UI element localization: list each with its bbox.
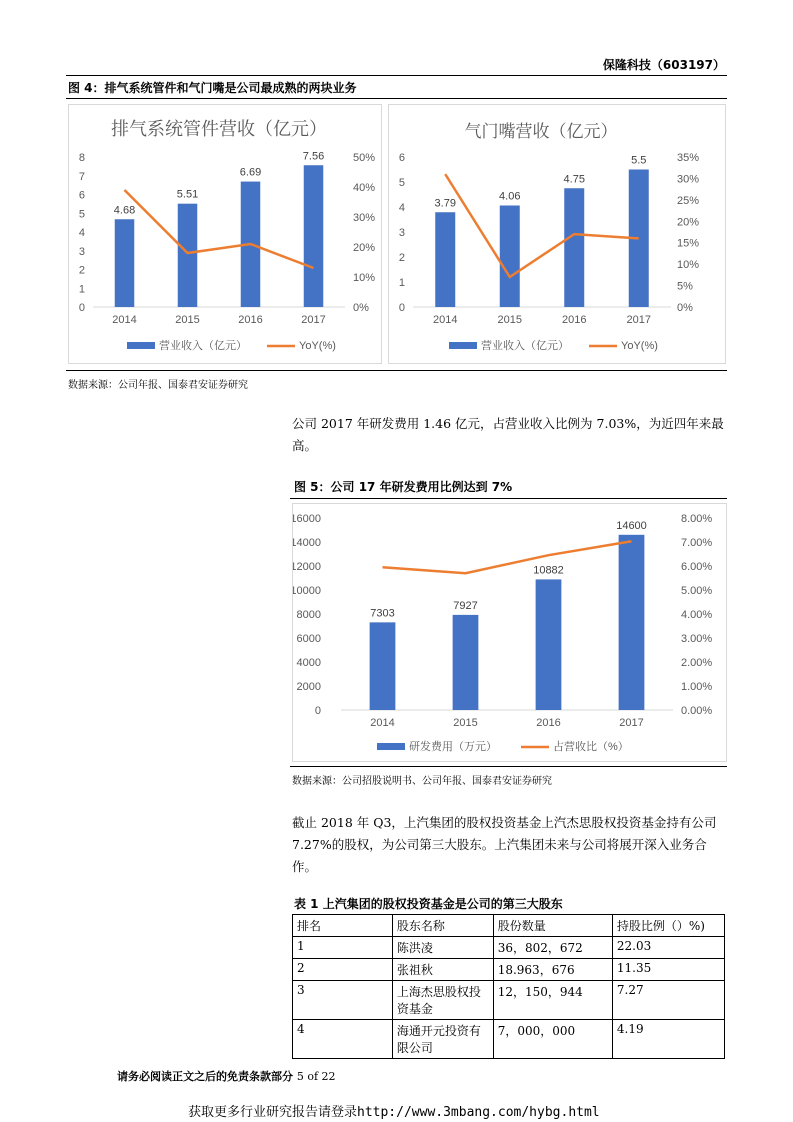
y-tick-label: 4 (78, 227, 85, 239)
chart-title: 气门嘴营收（亿元） (464, 122, 618, 141)
header-rule (66, 75, 727, 76)
y2-tick-label: 35% (677, 152, 700, 164)
table-cell: 3 (293, 981, 393, 1020)
chart-title: 排气系统管件营收（亿元） (111, 119, 327, 139)
y2-tick-label: 0.00% (681, 705, 713, 717)
y2-tick-label: 8.00% (681, 513, 713, 525)
y-tick-label: 3 (398, 227, 405, 239)
y2-tick-label: 10% (677, 259, 700, 272)
figure5-title: 图 5：公司 17 年研发费用比例达到 7% (294, 480, 513, 494)
y2-tick-label: 30% (353, 212, 376, 224)
paragraph-rd: 公司 2017 年研发费用 1.46 亿元，占营业收入比例为 7.03%，为近四年来最高。 (292, 416, 724, 453)
table-cell: 12，150，944 (493, 981, 612, 1020)
table-row (293, 981, 725, 1020)
figure5-bottom-rule (290, 766, 727, 767)
legend-label: 营业收入（亿元） (159, 340, 247, 352)
x-tick-label: 2014 (433, 314, 458, 326)
bar (453, 615, 479, 710)
table-header: 持股比例（）%) (612, 915, 724, 937)
data-label: 6.69 (239, 166, 262, 179)
data-label: 5.5 (631, 154, 647, 167)
footer-link[interactable]: 获取更多行业研究报告请登录http://www.3mbang.com/hybg.html (188, 1105, 600, 1120)
y-tick-label: 1 (398, 277, 405, 289)
y2-tick-label: 5% (677, 280, 693, 293)
table-cell: 7.27 (612, 981, 724, 1020)
y-tick-label: 2000 (296, 681, 321, 693)
data-label: 4.06 (499, 190, 521, 203)
y-tick-label: 16000 (293, 513, 321, 525)
y-tick-label: 14000 (293, 537, 321, 549)
footer-page: 5 of 22 (296, 1070, 336, 1083)
bar (115, 219, 135, 307)
legend-swatch-bar (449, 342, 477, 349)
data-label: 4.68 (113, 204, 136, 217)
data-label: 5.51 (176, 188, 199, 201)
table-cell: 上海杰思股权投资基金 (392, 981, 493, 1020)
y-tick-label: 4 (398, 202, 405, 214)
y2-tick-label: 30% (677, 173, 700, 186)
table-cell: 1 (293, 937, 393, 959)
x-tick-label: 2017 (301, 314, 326, 326)
data-label: 14600 (616, 519, 647, 532)
data-label: 7.56 (302, 150, 325, 163)
table-cell: 4 (293, 1020, 393, 1059)
table-header: 排名 (293, 915, 393, 937)
x-tick-label: 2015 (453, 717, 478, 729)
legend-label: 研发费用（万元） (409, 741, 497, 753)
legend-swatch-bar (377, 743, 405, 750)
y-tick-label: 6 (78, 189, 85, 202)
y2-tick-label: 1.00% (681, 681, 713, 693)
table1 (292, 914, 725, 1059)
y2-tick-label: 0% (677, 302, 693, 314)
bar (619, 535, 645, 710)
table-header: 股东名称 (392, 915, 493, 937)
y-tick-label: 4000 (296, 657, 321, 669)
paragraph-saic: 截止 2018 年 Q3，上汽集团的股权投资基金上汽杰思股权投资基金持有公司 7.27%的股权，为公司第三大股东。上汽集团未来与公司将展开深入业务合作。 (292, 815, 717, 874)
table-row (293, 959, 725, 981)
x-tick-label: 2017 (626, 314, 651, 326)
table-cell: 22.03 (612, 937, 724, 959)
y2-tick-label: 4.00% (681, 609, 713, 621)
table-row (293, 1020, 725, 1059)
y2-tick-label: 2.00% (681, 657, 713, 669)
legend-label: 占营收比（%） (553, 741, 629, 753)
data-label: 10882 (533, 564, 564, 577)
y2-tick-label: 3.00% (681, 633, 713, 645)
table-cell: 4.19 (612, 1020, 724, 1059)
bar (500, 206, 520, 308)
y-tick-label: 5 (78, 208, 85, 221)
legend-label: YoY(%) (621, 340, 658, 352)
table-cell: 7，000，000 (493, 1020, 612, 1059)
chart-exhaust-panel (68, 104, 382, 364)
bar (370, 622, 396, 710)
y-tick-label: 0 (314, 705, 321, 717)
chart-rd (293, 504, 726, 761)
y-tick-label: 6000 (296, 633, 321, 645)
y2-tick-label: 20% (677, 216, 700, 229)
x-tick-label: 2017 (619, 717, 644, 729)
y-tick-label: 0 (78, 302, 85, 314)
y-tick-label: 8000 (296, 609, 321, 621)
x-tick-label: 2014 (112, 314, 137, 326)
y-tick-label: 2 (398, 252, 405, 264)
y2-tick-label: 5.00% (681, 585, 713, 597)
figure4-source: 数据来源：公司年报、国泰君安证券研究 (68, 380, 248, 391)
x-tick-label: 2015 (497, 314, 522, 326)
y-tick-label: 12000 (293, 561, 321, 573)
y-tick-label: 6 (398, 152, 405, 164)
y-tick-label: 8 (78, 152, 85, 164)
table-cell: 2 (293, 959, 393, 981)
table-cell: 陈洪凌 (392, 937, 493, 959)
table-cell: 海通开元投资有限公司 (392, 1020, 493, 1059)
table-cell: 张祖秋 (392, 959, 493, 981)
figure4-title: 图 4：排气系统管件和气门嘴是公司最成熟的两块业务 (68, 81, 357, 95)
table-header-row (293, 915, 725, 937)
legend-label: 营业收入（亿元） (481, 340, 569, 352)
y2-tick-label: 25% (677, 194, 700, 207)
chart-rd-panel (292, 503, 727, 762)
y2-tick-label: 6.00% (681, 561, 713, 573)
x-tick-label: 2015 (175, 314, 200, 326)
y2-tick-label: 7.00% (681, 537, 713, 549)
footer-disclaimer (117, 1068, 336, 1084)
y-tick-label: 10000 (293, 585, 321, 597)
chart-valve (389, 105, 725, 363)
series-line (125, 190, 314, 268)
figure4-bottom-rule (66, 370, 727, 371)
series-line (383, 541, 632, 573)
table-cell: 11.35 (612, 959, 724, 981)
y2-tick-label: 50% (353, 152, 376, 164)
y-tick-label: 5 (398, 177, 405, 189)
y2-tick-label: 20% (353, 242, 376, 254)
y-tick-label: 7 (78, 170, 85, 183)
y2-tick-label: 10% (353, 272, 376, 284)
table-cell: 36，802，672 (493, 937, 612, 959)
legend-label: YoY(%) (299, 340, 336, 352)
y2-tick-label: 0% (353, 302, 369, 314)
bar (536, 579, 562, 710)
figure5-rule (290, 498, 727, 499)
data-label: 7927 (453, 599, 478, 612)
bar (564, 188, 584, 307)
x-tick-label: 2016 (238, 314, 263, 326)
series-line (445, 174, 639, 277)
bar (304, 165, 324, 307)
figure5-source: 数据来源：公司招股说明书、公司年报、国泰君安证券研究 (292, 776, 552, 787)
figure4-rule (66, 98, 727, 99)
x-tick-label: 2016 (536, 717, 561, 729)
data-label: 3.79 (434, 197, 456, 210)
chart-exhaust (69, 105, 381, 363)
x-tick-label: 2016 (562, 314, 587, 326)
bar (178, 204, 198, 307)
x-tick-label: 2014 (370, 717, 395, 729)
footer-note: 请务必阅读正文之后的免责条款部分 (117, 1070, 293, 1083)
y2-tick-label: 15% (677, 237, 700, 250)
y-tick-label: 0 (398, 302, 405, 314)
chart-valve-panel (388, 104, 726, 364)
y-tick-label: 3 (78, 245, 85, 258)
table-header: 股份数量 (493, 915, 612, 937)
table-row (293, 937, 725, 959)
header-company: 保隆科技（603197） (602, 58, 725, 72)
y-tick-label: 1 (78, 283, 85, 296)
y-tick-label: 2 (78, 264, 85, 277)
data-label: 4.75 (563, 173, 585, 186)
bar (435, 212, 455, 307)
y2-tick-label: 40% (353, 182, 376, 194)
data-label: 7303 (370, 607, 395, 620)
table-cell: 18.963，676 (493, 959, 612, 981)
legend-swatch-bar (127, 342, 155, 349)
table1-title: 表 1 上汽集团的股权投资基金是公司的第三大股东 (294, 897, 563, 911)
